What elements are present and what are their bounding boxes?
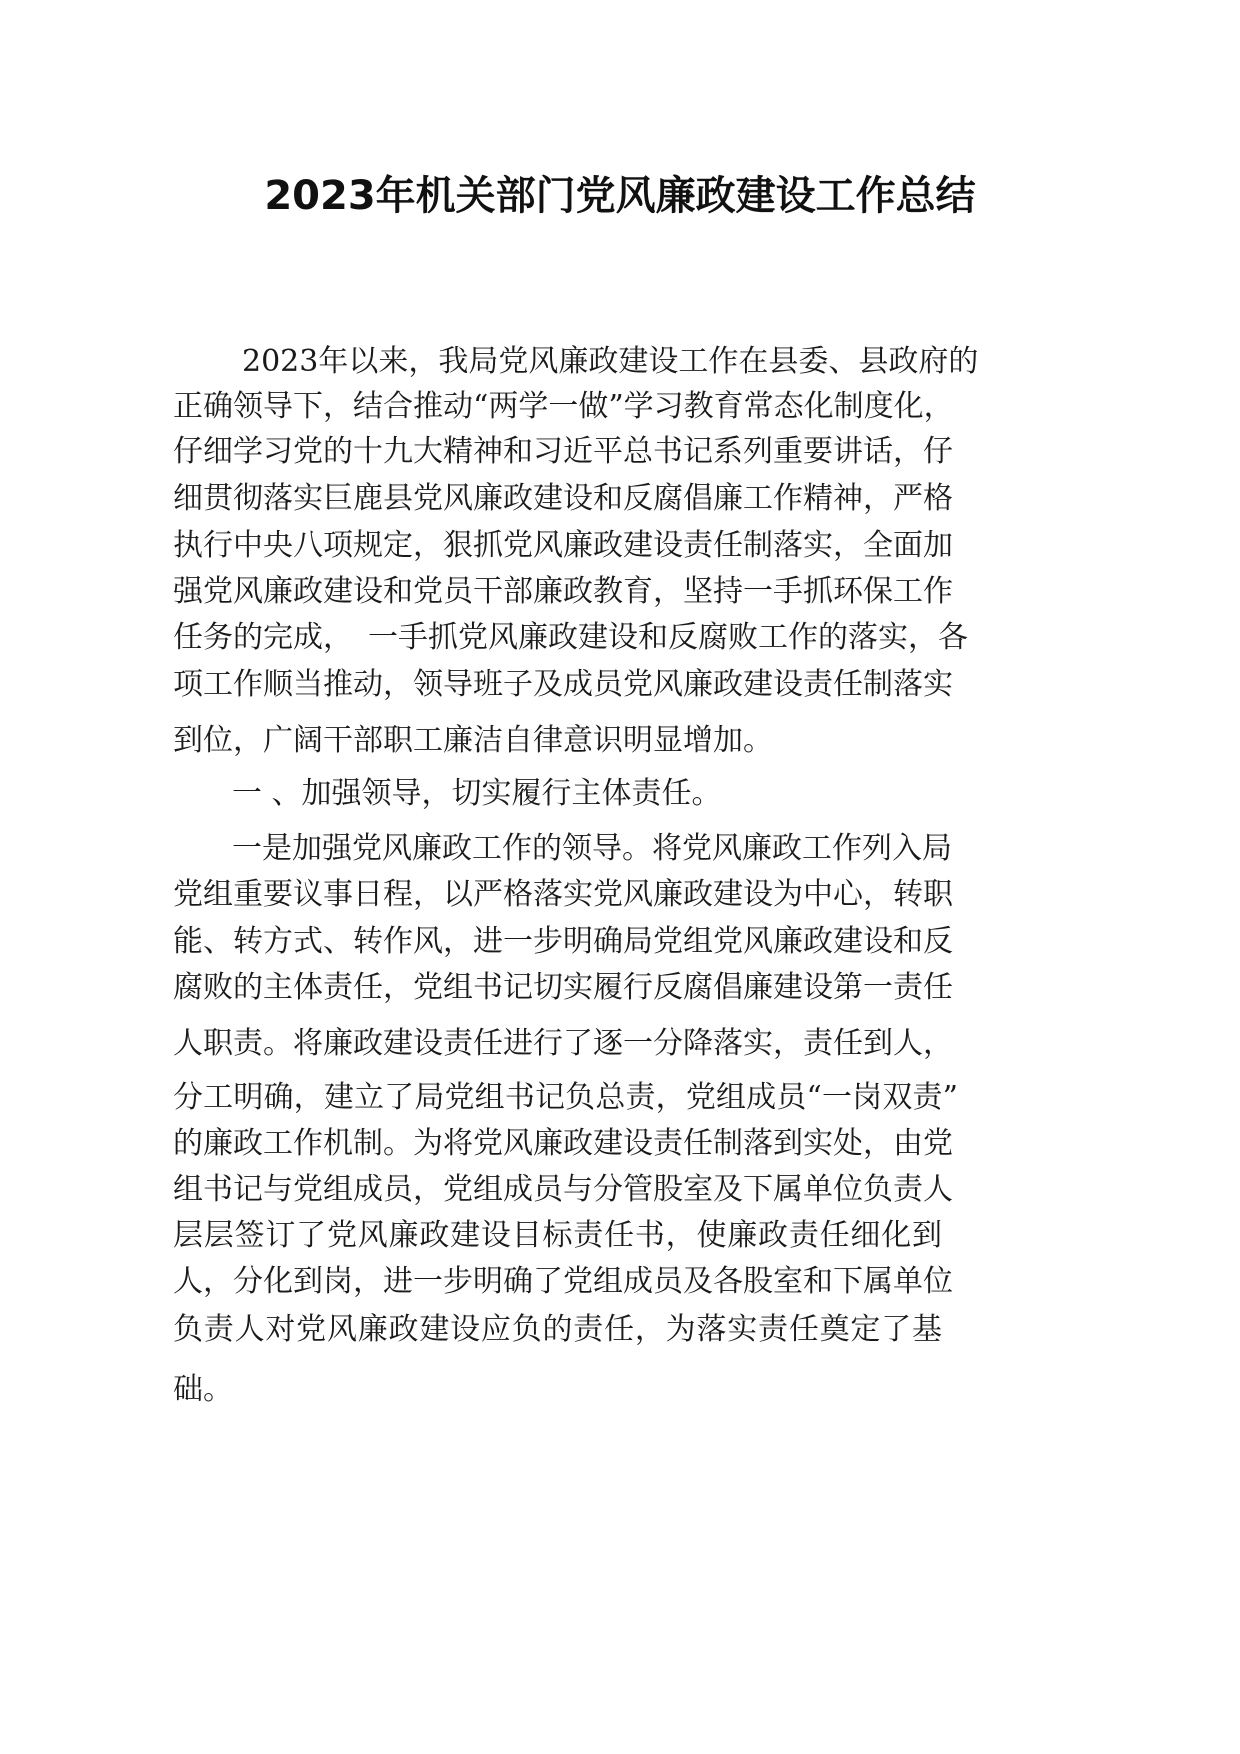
body-line: 人职责。将廉政建设责任进行了逐一分降落实，责任到人， (173, 1026, 953, 1061)
body-line: 组书记与党组成员，党组成员与分管股室及下属单位负责人 (173, 1172, 953, 1207)
body-line: 党组重要议事日程，以严格落实党风廉政建设为中心，转职 (173, 877, 953, 912)
body-line: 项工作顺当推动，领导班子及成员党风廉政建设责任制落实 (173, 667, 953, 702)
body-line: 础。 (173, 1372, 233, 1407)
body-line: 分工明确，建立了局党组书记负总责，党组成员“一岗双责” (173, 1080, 958, 1115)
body-line: 强党风廉政建设和党员干部廉政教育，坚持一手抓环保工作 (173, 574, 953, 609)
body-line: 正确领导下，结合推动“两学一做”学习教育常态化制度化， (173, 389, 954, 424)
document-title: 2023年机关部门党风廉政建设工作总结 (264, 173, 976, 219)
body-line: 人，分化到岗，进一步明确了党组成员及各股室和下属单位 (173, 1264, 953, 1299)
body-line: 一是加强党风廉政工作的领导。将党风廉政工作列入局 (232, 831, 952, 866)
body-line: 层层签订了党风廉政建设目标责任书，使廉政责任细化到 (173, 1218, 942, 1253)
body-line: 腐败的主体责任，党组书记切实履行反腐倡廉建设第一责任 (173, 970, 953, 1005)
body-line: 能、转方式、转作风，进一步明确局党组党风廉政建设和反 (173, 924, 953, 959)
body-line: 的廉政工作机制。为将党风廉政建设责任制落到实处，由党 (173, 1126, 953, 1161)
body-line: 执行中央八项规定，狠抓党风廉政建设责任制落实，全面加 (173, 528, 953, 563)
body-line: 2023年以来，我局党风廉政建设工作在县委、县政府的 (242, 344, 979, 379)
body-line: 细贯彻落实巨鹿县党风廉政建设和反腐倡廉工作精神，严格 (173, 481, 953, 516)
body-line: 任务的完成， 一手抓党风廉政建设和反腐败工作的落实，各 (173, 620, 968, 655)
section-heading: 一 、加强领导，切实履行主体责任。 (232, 776, 722, 811)
body-line: 到位，广阔干部职工廉洁自律意识明显增加。 (173, 723, 773, 758)
body-line: 仔细学习党的十九大精神和习近平总书记系列重要讲话，仔 (173, 434, 953, 469)
body-line: 负责人对党风廉政建设应负的责任，为落实责任奠定了基 (173, 1312, 942, 1347)
